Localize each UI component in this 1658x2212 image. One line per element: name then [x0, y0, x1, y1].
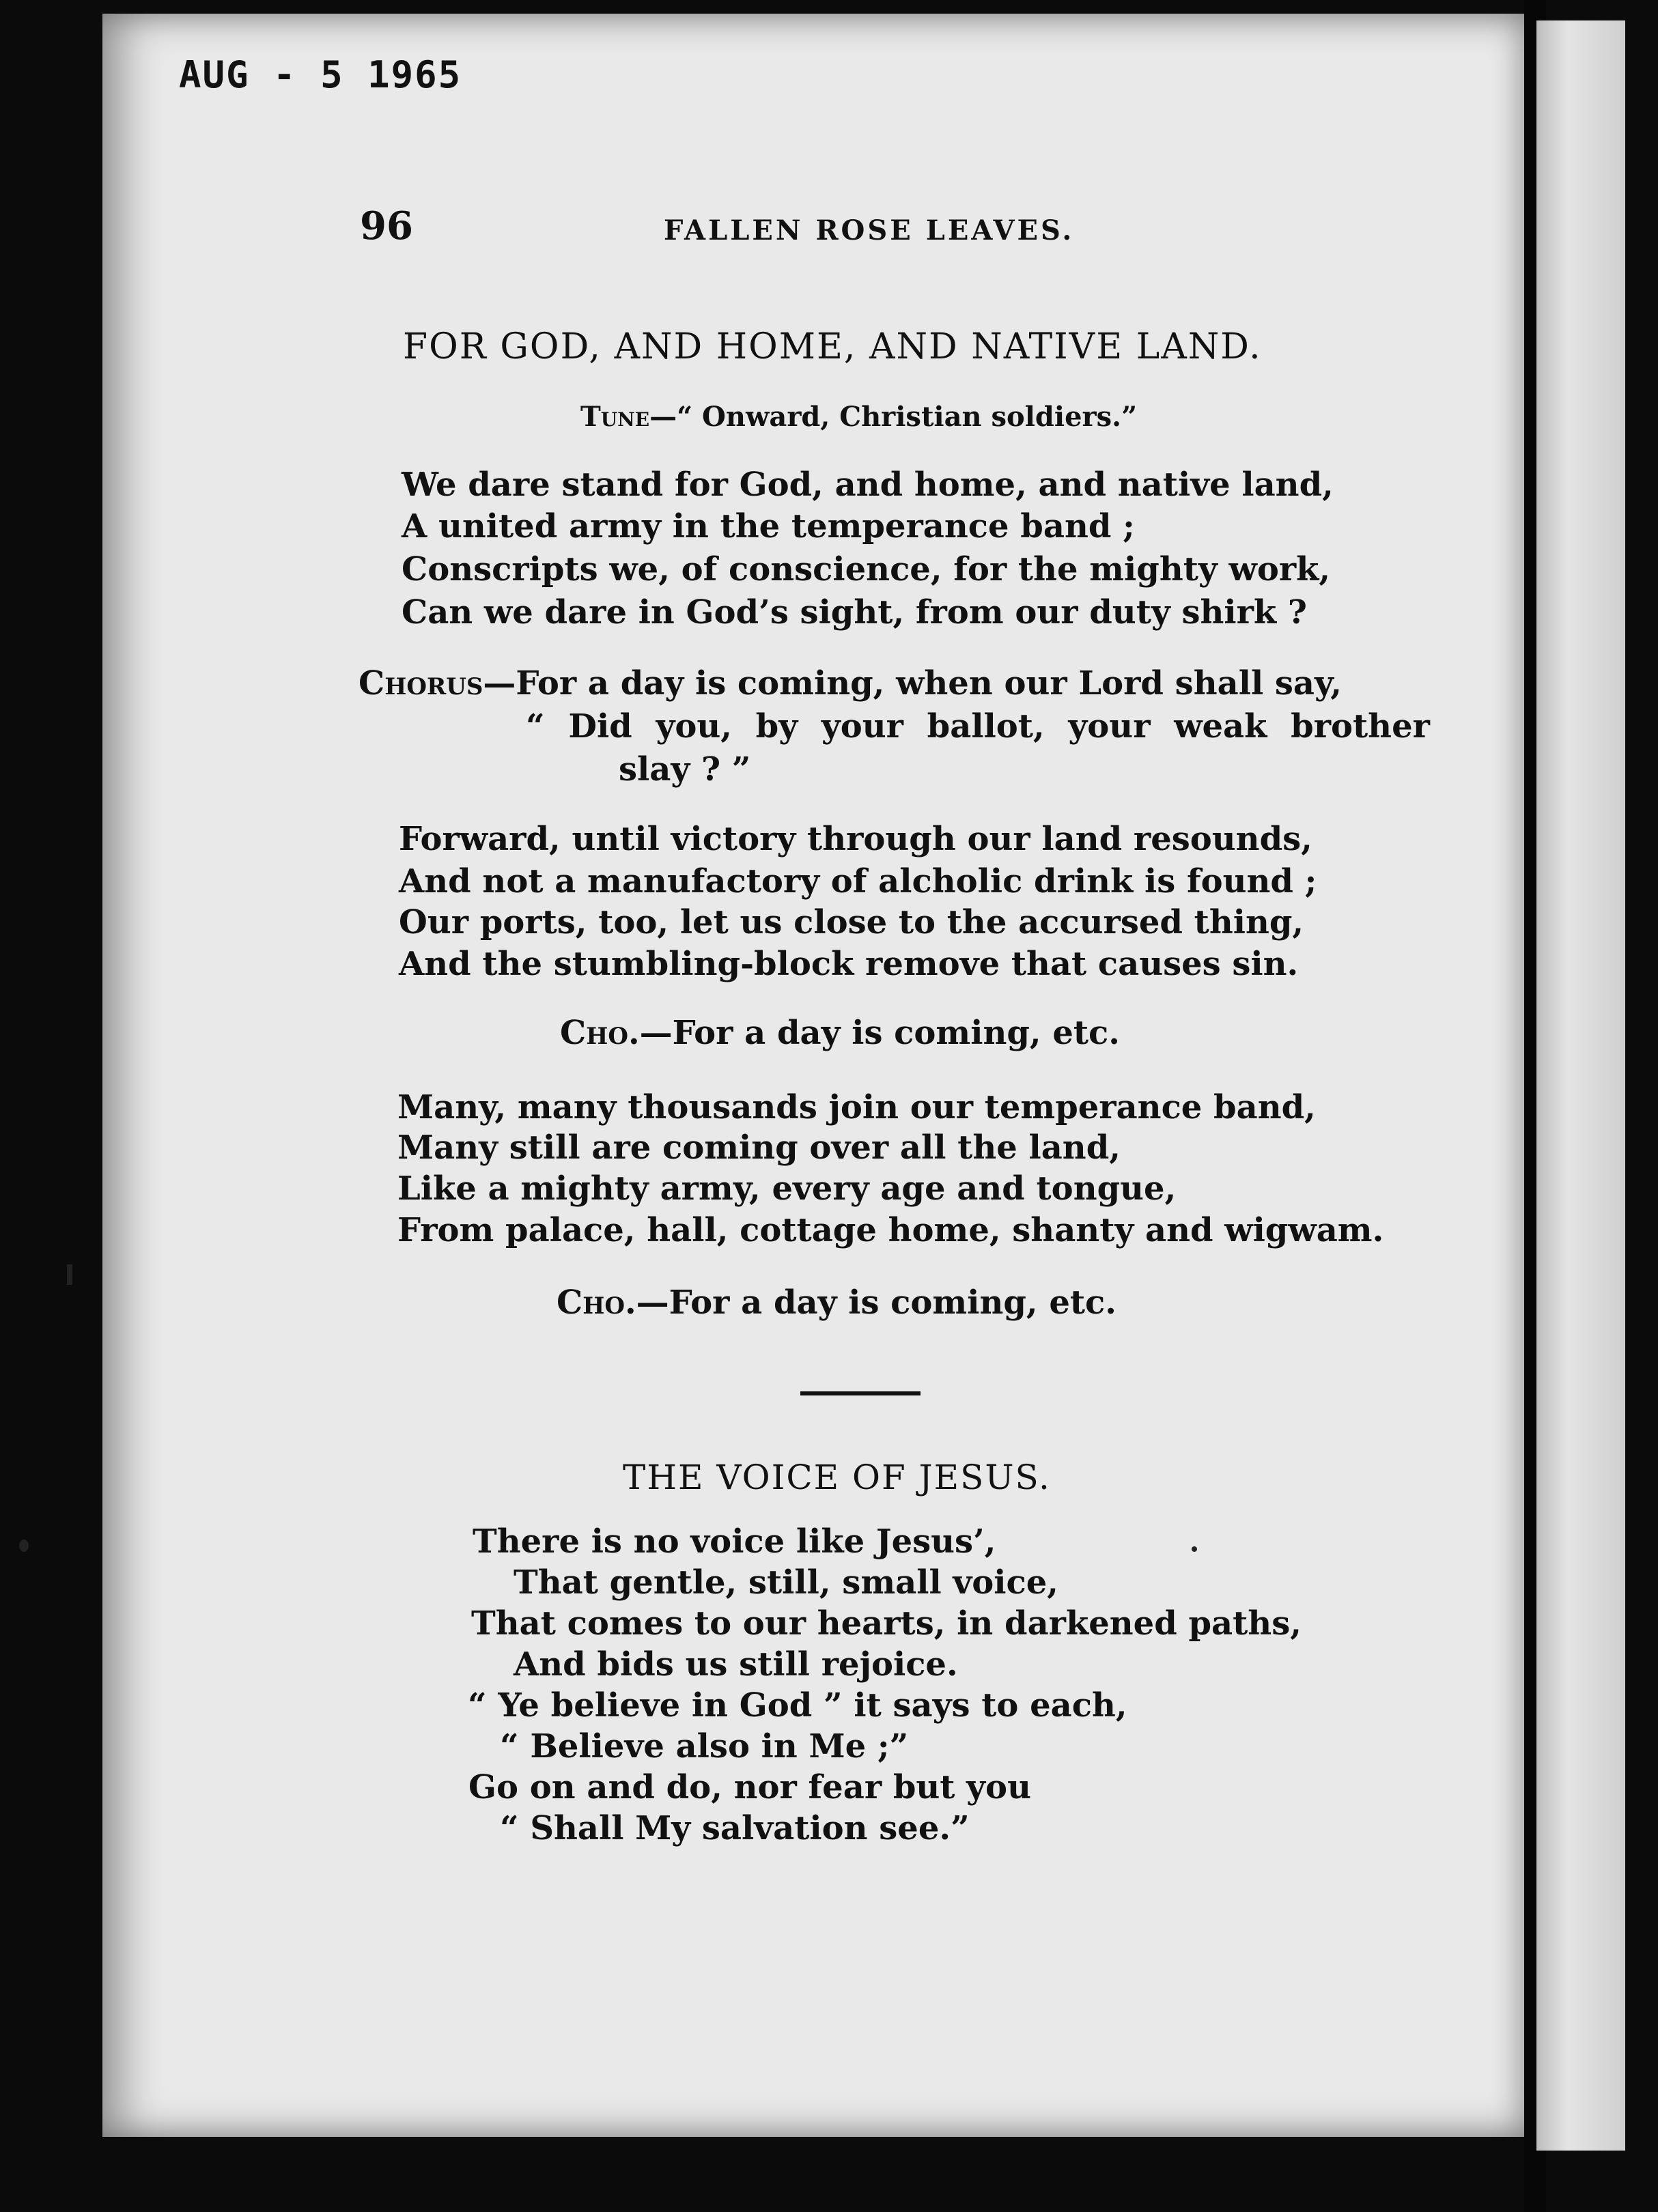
scan-speck	[67, 1264, 72, 1285]
verse-line: And the stumbling-block remove that causes sin.	[399, 945, 1299, 983]
tune-text: —“ Onward, Christian soldiers.”	[649, 401, 1138, 433]
verse-line: There is no voice like Jesus’,	[473, 1522, 996, 1561]
verse-line: “ Ye believe in God ” it says to each,	[468, 1686, 1127, 1725]
page-number: 96	[360, 203, 413, 249]
cho-text: —For a day is coming, etc.	[639, 1014, 1120, 1052]
date-stamp: AUG - 5 1965	[179, 53, 462, 96]
verse-line: Many still are coming over all the land,	[397, 1129, 1121, 1167]
poem-title: THE VOICE OF JESUS.	[623, 1458, 1051, 1497]
scan-speck	[19, 1540, 29, 1552]
cho-label: Cho.	[560, 1014, 640, 1052]
chorus-line	[359, 664, 1342, 703]
verse-line: That comes to our hearts, in darkened paths,	[471, 1604, 1302, 1643]
poem-title: FOR GOD, AND HOME, AND NATIVE LAND.	[403, 326, 1262, 367]
cho-text: —For a day is coming, etc.	[636, 1284, 1116, 1322]
cho-label: Cho.	[557, 1284, 636, 1322]
chorus-text: —For a day is coming, when our Lord shall say,	[483, 664, 1343, 703]
verse-line: “ Believe also in Me ;”	[500, 1727, 909, 1766]
section-divider	[800, 1391, 921, 1395]
verse-line: Conscripts we, of conscience, for the mighty work,	[402, 550, 1331, 589]
verse-line: Many, many thousands join our temperance band,	[397, 1088, 1316, 1126]
chorus-line: “ Did you, by your ballot, your weak brother	[526, 707, 1430, 746]
verse-line: From palace, hall, cottage home, shanty and wigwam.	[397, 1211, 1384, 1249]
tune-label: Tune	[580, 401, 650, 433]
facing-page-edge	[1536, 20, 1625, 2151]
verse-line: Go on and do, nor fear but you	[468, 1768, 1031, 1806]
verse-line: Can we dare in God’s sight, from our duty shirk ?	[402, 593, 1307, 632]
verse-line: Our ports, too, let us close to the accursed thing,	[399, 903, 1304, 941]
verse-line: “ Shall My salvation see.”	[500, 1809, 970, 1847]
verse-line: And bids us still rejoice.	[514, 1645, 958, 1684]
scan-speck	[1192, 1546, 1197, 1552]
chorus-repeat	[557, 1284, 1116, 1322]
verse-line: We dare stand for God, and home, and native land,	[402, 466, 1334, 504]
chorus-repeat	[560, 1014, 1120, 1052]
chorus-label: Chorus	[359, 664, 483, 703]
tune-line	[580, 401, 1137, 433]
verse-line: A united army in the temperance band ;	[402, 507, 1135, 545]
verse-line: Like a mighty army, every age and tongue,	[397, 1169, 1177, 1208]
verse-line: That gentle, still, small voice,	[514, 1563, 1058, 1602]
running-head: FALLEN ROSE LEAVES.	[664, 214, 1075, 246]
verse-line: Forward, until victory through our land resounds,	[399, 820, 1312, 858]
verse-line: And not a manufactory of alcholic drink is found ;	[399, 862, 1317, 901]
chorus-line: slay ? ”	[619, 750, 751, 789]
